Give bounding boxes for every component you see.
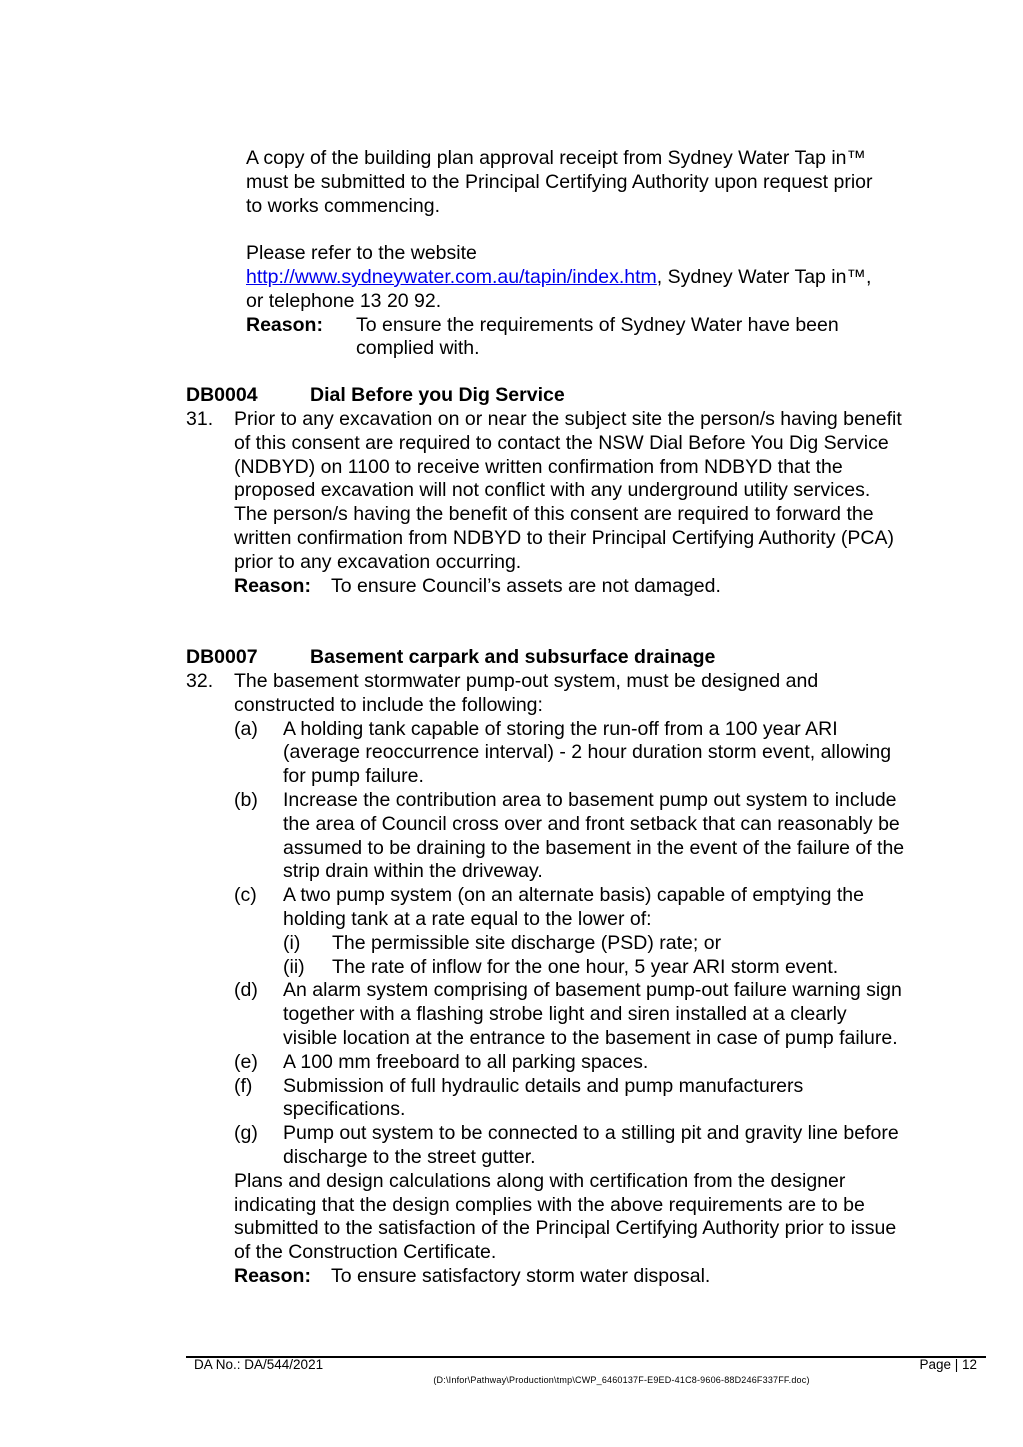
list-item-text: The rate of inflow for the one hour, 5 year ARI storm event. [332, 955, 839, 978]
intro-paragraph-2-prefix: Please refer to the website [246, 242, 477, 265]
condition-32-reason [234, 1265, 906, 1289]
reason-text: To ensure the requirements of Sydney Water have been complied with. [356, 313, 839, 360]
list-item-d [234, 979, 906, 1050]
condition-heading-db0004 [186, 384, 565, 408]
condition-title: Basement carpark and subsurface drainage [310, 646, 716, 668]
list-marker: (a) [234, 717, 258, 740]
intro-reason [246, 314, 876, 362]
footer-da-number: DA No.: DA/544/2021 [194, 1357, 324, 1372]
reason-label: Reason: [234, 574, 311, 597]
condition-heading-db0007 [186, 646, 715, 670]
list-marker: (g) [234, 1122, 258, 1145]
sub-list-item-ii [283, 956, 906, 980]
list-item-text: A 100 mm freeboard to all parking spaces. [283, 1050, 649, 1073]
footer-page-number: Page | 12 [919, 1357, 977, 1372]
reason-text: To ensure satisfactory storm water disposal. [331, 1264, 711, 1287]
condition-32 [186, 670, 906, 1289]
list-item-text: Submission of full hydraulic details and pump manufacturers specifications. [283, 1074, 804, 1121]
reason-text: To ensure Council’s assets are not damaged. [331, 574, 721, 597]
list-marker: (b) [234, 788, 258, 811]
list-marker: (i) [283, 931, 301, 954]
list-marker: (d) [234, 979, 258, 1002]
list-marker: (ii) [283, 955, 305, 978]
sub-list-item-i [283, 932, 906, 956]
list-item-text: An alarm system comprising of basement pump-out failure warning sign together with a flashing strobe light and siren installed at a clearly visible location at the entrance to the basement in case of pump failure. [283, 979, 902, 1049]
reason-label: Reason: [234, 1264, 311, 1287]
list-item-a [234, 718, 906, 789]
condition-31 [186, 408, 906, 598]
intro-paragraph-2-suffix: , Sydney Water Tap in™, or telephone 13 20 92. [246, 265, 872, 312]
list-item-e [234, 1051, 906, 1075]
list-marker: (e) [234, 1050, 258, 1073]
sydney-water-link[interactable]: http://www.sydneywater.com.au/tapin/index.htm [246, 265, 657, 288]
footer-file-path [0, 1374, 1023, 1386]
list-item-g [234, 1122, 906, 1170]
condition-31-reason [234, 575, 906, 599]
footer-file-path-text: (D:\Infor\Pathway\Production\tmp\CWP_6460137F-E9ED-41C8-9606-88D246F337FF.doc) [433, 1375, 810, 1385]
intro-paragraph-1: A copy of the building plan approval receipt from Sydney Water Tap in™ must be submitted to the Principal Certifying Authority upon request prior to works commencing. [246, 147, 873, 217]
condition-number: 31. [186, 408, 214, 430]
list-item-b [234, 789, 906, 884]
list-item-text: The permissible site discharge (PSD) rate; or [332, 931, 722, 954]
condition-title: Dial Before you Dig Service [310, 384, 565, 406]
list-item-f [234, 1075, 906, 1123]
condition-code: DB0007 [186, 646, 258, 668]
list-marker: (c) [234, 884, 257, 907]
intro-section [246, 147, 876, 361]
list-item-text: Increase the contribution area to basement pump out system to include the area of Council cross over and front setback that can reasonably be assumed to be draining to the basement in the event of the failure of the strip drain within the driveway. [283, 788, 905, 883]
condition-32-closing: Plans and design calculations along with certification from the designer indicating that the design complies with the above requirements are to be submitted to the satisfaction of the Principal Certifying Authority prior to issue of the Construction Certificate. [234, 1169, 897, 1264]
reason-label: Reason: [246, 313, 323, 336]
condition-code: DB0004 [186, 384, 258, 406]
list-item-text: A two pump system (on an alternate basis) capable of emptying the holding tank at a rate equal to the lower of: [283, 884, 864, 930]
condition-31-text: Prior to any excavation on or near the subject site the person/s having benefit of this consent are required to contact the NSW Dial Before You Dig Service (NDBYD) on 1100 to receive written confirmation from NDBYD that the proposed excavation will not conflict with any underground utility services. The person/s having the benefit of this consent are required to forward the written confirmation from NDBYD to their Principal Certifying Authority (PCA) prior to any excavation occurring. [234, 408, 902, 573]
list-item-c [234, 884, 906, 979]
intro-paragraph-2 [246, 242, 876, 313]
list-item-text: A holding tank capable of storing the run-off from a 100 year ARI (average reoccurrence interval) - 2 hour duration storm event, allowing for pump failure. [283, 717, 892, 788]
condition-number: 32. [186, 670, 214, 692]
list-marker: (f) [234, 1074, 253, 1097]
condition-32-intro: The basement stormwater pump-out system, must be designed and constructed to include the following: [234, 670, 819, 716]
list-item-text: Pump out system to be connected to a stilling pit and gravity line before discharge to the street gutter. [283, 1122, 899, 1168]
